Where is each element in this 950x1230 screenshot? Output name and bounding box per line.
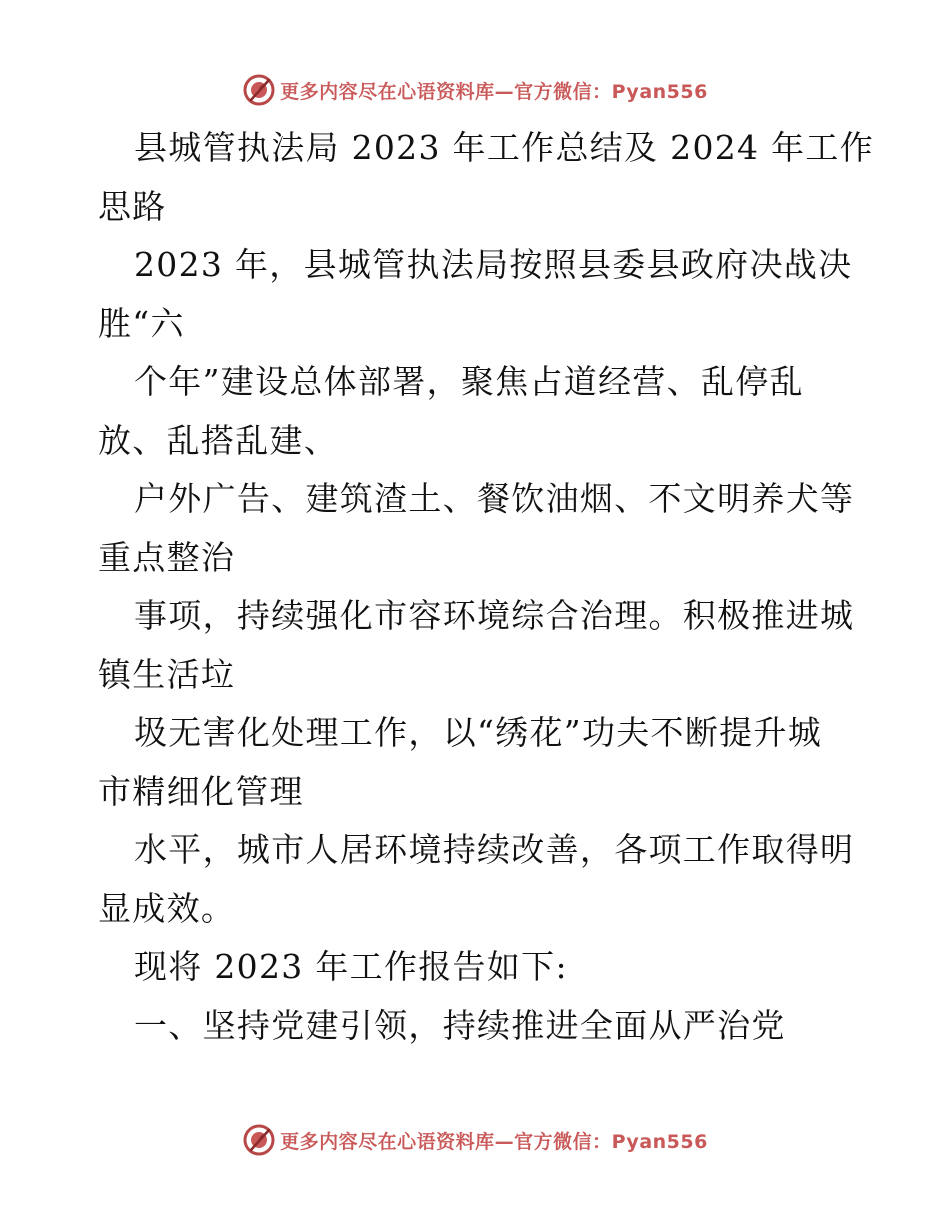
report-intro-line: 现将 2023 年工作报告如下: bbox=[134, 947, 568, 986]
header-watermark bbox=[0, 70, 950, 110]
paragraph-line: 户外广告、建筑渣土、餐饮油烟、不文明养犬等 bbox=[134, 479, 855, 518]
paragraph-line: 圾无害化处理工作，以“绣花”功夫不断提升城 bbox=[134, 713, 823, 752]
document-body bbox=[98, 124, 875, 1060]
paragraph-line: 事项，持续强化市容环境综合治理。积极推进城 bbox=[134, 596, 855, 635]
paragraph-line: 镇生活垃 bbox=[98, 654, 236, 694]
paragraph-line: 2023 年，县城管执法局按照县委县政府决战决 bbox=[134, 245, 853, 284]
footer-watermark bbox=[0, 1120, 950, 1160]
paragraph-line: 胜“六 bbox=[98, 303, 185, 343]
paragraph-line: 显成效。 bbox=[98, 888, 236, 928]
section-heading: 一、坚持党建引领，持续推进全面从严治党 bbox=[134, 1005, 786, 1045]
feather-seal-icon bbox=[242, 1123, 276, 1157]
document-title-line-1: 县城管执法局 2023 年工作总结及 2024 年工作 bbox=[134, 128, 875, 167]
paragraph-line: 市精细化管理 bbox=[98, 771, 304, 811]
document-title-line-2: 思路 bbox=[98, 186, 167, 226]
paragraph-line: 水平，城市人居环境持续改善，各项工作取得明 bbox=[134, 830, 855, 869]
watermark-text: 更多内容尽在心语资料库—官方微信：Pyan556 bbox=[280, 1130, 708, 1153]
paragraph-line: 放、乱搭乱建、 bbox=[98, 420, 339, 460]
paragraph-line: 重点整治 bbox=[98, 537, 236, 577]
watermark-text: 更多内容尽在心语资料库—官方微信：Pyan556 bbox=[280, 80, 708, 103]
paragraph-line: 个年”建设总体部署，聚焦占道经营、乱停乱 bbox=[134, 362, 804, 401]
feather-seal-icon bbox=[242, 73, 276, 107]
